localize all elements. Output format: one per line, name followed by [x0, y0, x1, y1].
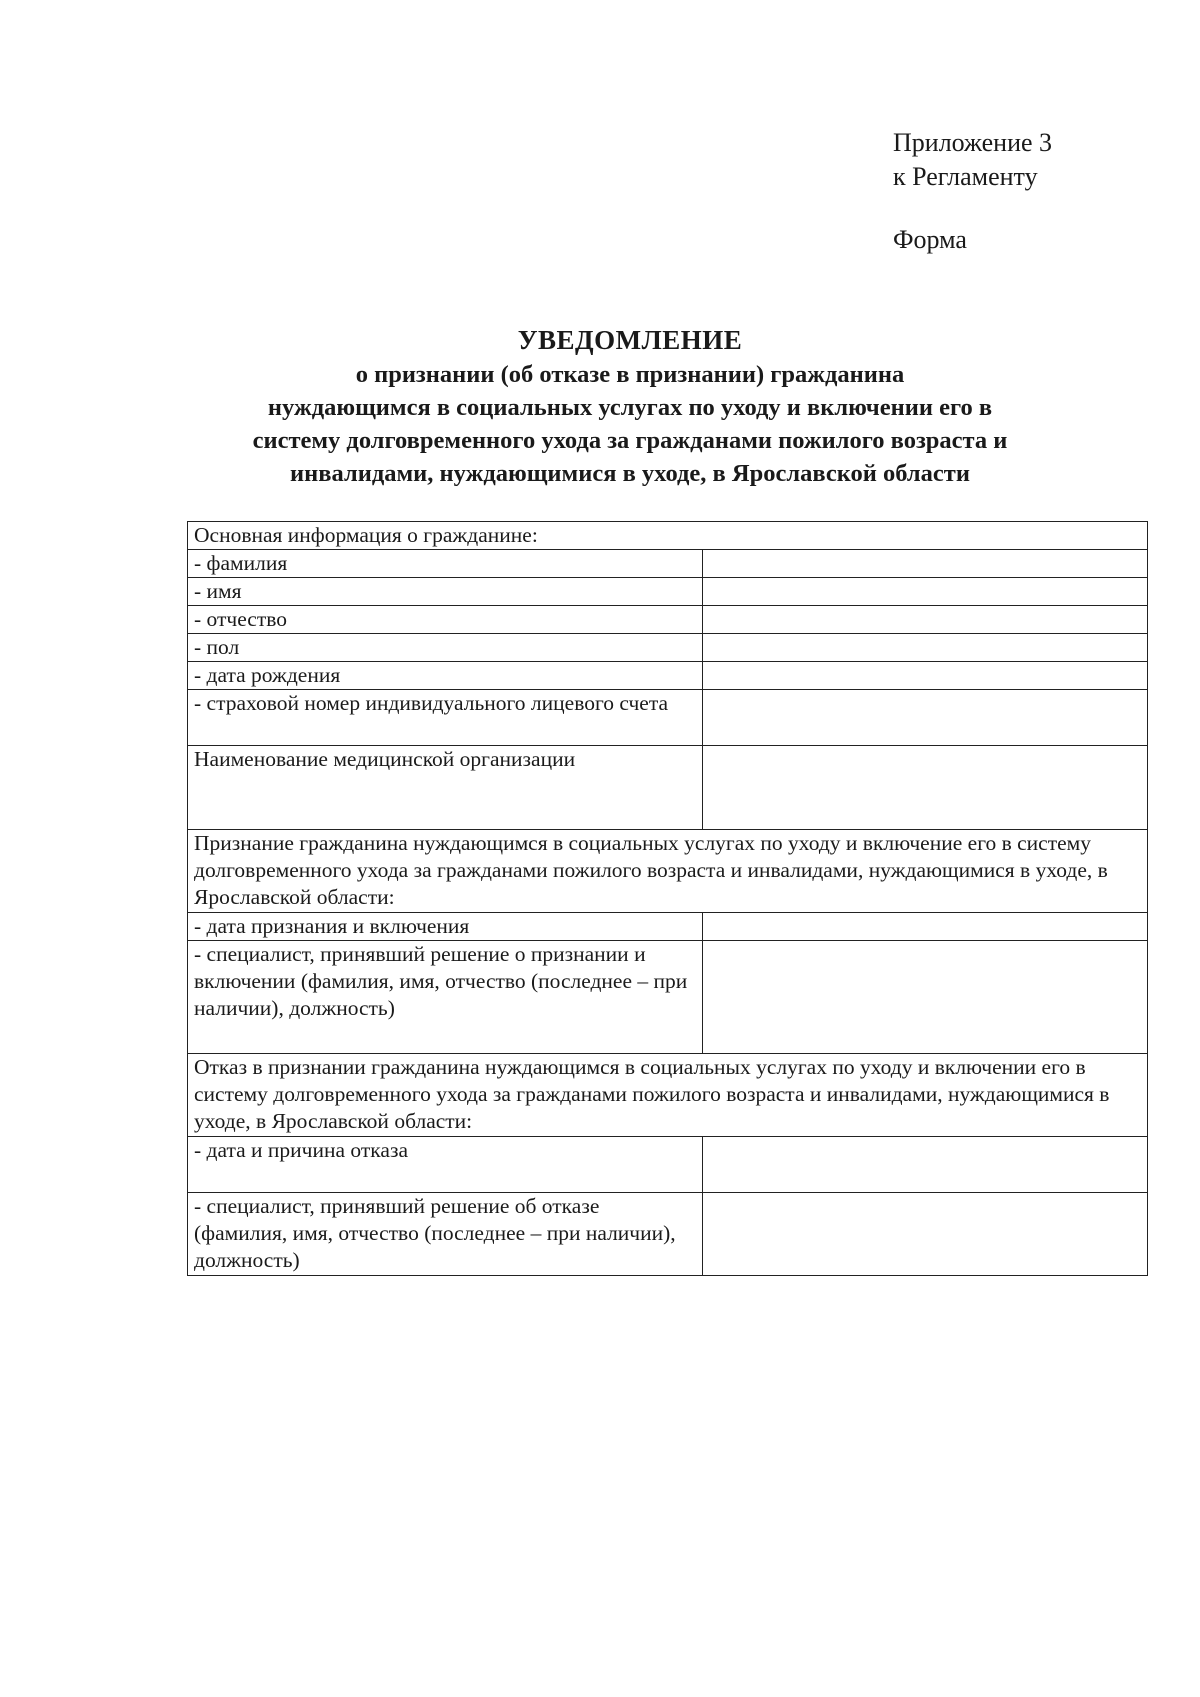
table-row	[188, 578, 1148, 606]
field-value-refusal-date-reason[interactable]	[703, 1137, 1148, 1193]
field-value-refusal-specialist[interactable]	[703, 1193, 1148, 1276]
field-value-surname[interactable]	[703, 550, 1148, 578]
field-value-recognition-date[interactable]	[703, 913, 1148, 941]
field-label-birth-date: - дата рождения	[188, 662, 703, 690]
appendix-reference	[893, 126, 1052, 257]
field-value-patronymic[interactable]	[703, 606, 1148, 634]
table-row	[188, 606, 1148, 634]
table-row	[188, 1193, 1148, 1276]
section-header-row	[188, 522, 1148, 550]
table-row	[188, 550, 1148, 578]
table-row	[188, 634, 1148, 662]
field-label-recognition-date: - дата признания и включения	[188, 913, 703, 941]
table-row	[188, 662, 1148, 690]
table-row	[188, 746, 1148, 830]
title-line-1: о признании (об отказе в признании) гражданина	[355, 361, 905, 388]
table-row	[188, 913, 1148, 941]
form-label: Форма	[893, 225, 967, 254]
section-header-refusal: Отказ в признании гражданина нуждающимся в социальных услугах по уходу и включении его в систему долговременного ухода за гражданами пожилого возраста и инвалидами, нуждающимися в уходе, в Ярославской области:	[188, 1054, 1148, 1137]
title-line-2: нуждающимся в социальных услугах по уходу и включении его в	[267, 394, 993, 421]
table-row	[188, 1137, 1148, 1193]
field-value-birth-date[interactable]	[703, 662, 1148, 690]
field-label-refusal-date-reason: - дата и причина отказа	[188, 1137, 703, 1193]
table-row	[188, 941, 1148, 1054]
field-value-sex[interactable]	[703, 634, 1148, 662]
section-header-row	[188, 1054, 1148, 1137]
field-value-name[interactable]	[703, 578, 1148, 606]
appendix-regulation: к Регламенту	[893, 162, 1038, 191]
title-line-3: систему долговременного ухода за гражданами пожилого возраста и	[252, 427, 1008, 454]
field-label-refusal-specialist: - специалист, принявший решение об отказе (фамилия, имя, отчество (последнее – при наличии), должность)	[188, 1193, 703, 1276]
title-line-4: инвалидами, нуждающимися в уходе, в Ярославской области	[290, 460, 970, 487]
title-main: УВЕДОМЛЕНИЕ	[517, 325, 743, 355]
section-header-row	[188, 830, 1148, 913]
field-label-name: - имя	[188, 578, 703, 606]
table-row	[188, 690, 1148, 746]
document-title	[180, 322, 1080, 490]
appendix-number: Приложение 3	[893, 128, 1053, 157]
field-value-recognition-specialist[interactable]	[703, 941, 1148, 1054]
field-label-recognition-specialist: - специалист, принявший решение о признании и включении (фамилия, имя, отчество (последнее – при наличии), должность)	[188, 941, 703, 1054]
section-header-basic-info: Основная информация о гражданине:	[188, 522, 1148, 550]
notification-form-table	[187, 521, 1148, 1276]
section-header-recognition: Признание гражданина нуждающимся в социальных услугах по уходу и включение его в систему долговременного ухода за гражданами пожилого возраста и инвалидами, нуждающимися в уходе, в Ярославской области:	[188, 830, 1148, 913]
field-value-snils[interactable]	[703, 690, 1148, 746]
field-value-medical-org[interactable]	[703, 746, 1148, 830]
field-label-sex: - пол	[188, 634, 703, 662]
field-label-patronymic: - отчество	[188, 606, 703, 634]
field-label-snils: - страховой номер индивидуального лицевого счета	[188, 690, 703, 746]
field-label-surname: - фамилия	[188, 550, 703, 578]
field-label-medical-org: Наименование медицинской организации	[188, 746, 703, 830]
